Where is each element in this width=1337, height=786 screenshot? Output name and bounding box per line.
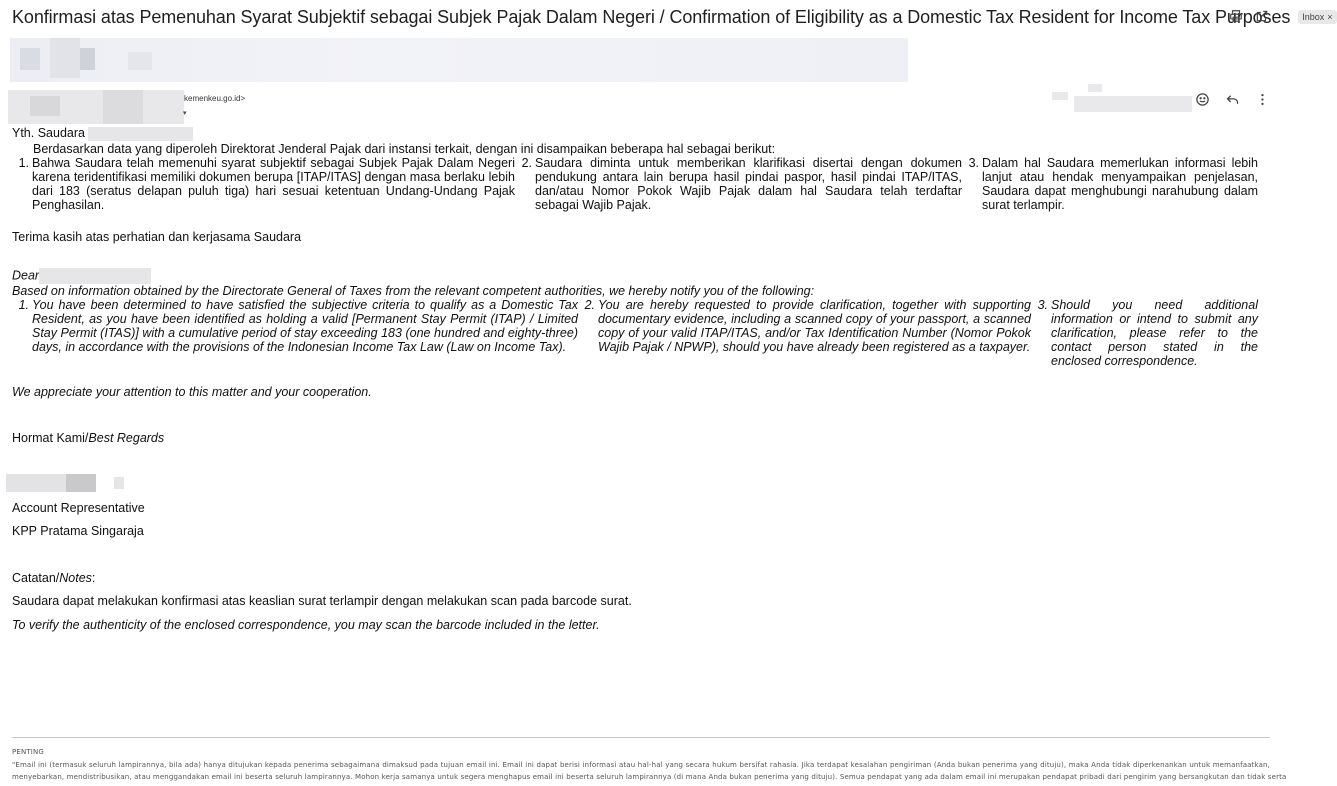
disclaimer-footer [12, 746, 1287, 784]
list-item: 1. You have been determined to have satisfied the subjective criteria to qualify as a Domestic Tax Resident, as you have been identified as holding a valid [Permanent Stay Permit (ITAP) / Limited Stay Permit (ITAS)] with a cumulative period of stay exceeding 183 (one hundred and eighty-three) days, in accordance with the provisions of the Indonesian Income Tax Law (Law on Income Tax). [18, 298, 578, 354]
redacted-banner [10, 38, 908, 82]
thanks-en: We appreciate your attention to this matter and your cooperation. [12, 385, 372, 399]
greeting-id: Yth. Saudara [12, 126, 193, 141]
signer-office: KPP Pratama Singaraja [12, 524, 144, 538]
footer-divider [12, 737, 1270, 738]
disclaimer-line-2: menyebarkan, mendistribusikan, atau menggandakan email ini beserta seluruh lampirannya. Mohon kerja samanya untuk segera menghapus email ini beserta seluruh lampirannya (di mana Anda bukan penerima yang dituju). Semua pendapat yang ada dalam email ini merupakan pendapat pribadi dari pengirim yang bersangkutan dan tidak serta [12, 773, 1287, 781]
thanks-id: Terima kasih atas perhatian dan kerjasama Saudara [12, 230, 302, 244]
list-item: 3. Dalam hal Saudara memerlukan informasi lebih lanjut atau hendak menyampaikan penjelasan, Saudara dapat menghubungi narahubung dalam surat terlampir. [968, 156, 1258, 212]
redacted-recipient-name [88, 127, 193, 141]
subject-bar [12, 4, 1333, 30]
intro-en: Based on information obtained by the Directorate General of Taxes from the relevant competent authorities, we hereby notify you of the following: [12, 284, 815, 298]
notes-label: Catatan/Notes: [12, 571, 96, 585]
redacted-signer-name [6, 474, 124, 492]
closing: Hormat Kami/Best Regards [12, 431, 165, 445]
redacted-sender-name [8, 90, 184, 124]
show-details-caret-icon[interactable]: ▾ [183, 110, 187, 117]
inbox-label: Inbox [1302, 12, 1325, 22]
list-item: 3. Should you need additional information or intend to submit any clarification, please refer to the contact person stated in the enclosed correspondence. [1037, 298, 1258, 368]
note-en: To verify the authenticity of the enclosed correspondence, you may scan the barcode included in the letter. [12, 618, 600, 632]
message-actions [1194, 91, 1270, 107]
redacted-date [1052, 84, 1192, 114]
remove-label-icon[interactable]: × [1327, 12, 1333, 22]
note-id: Saudara dapat melakukan konfirmasi atas keaslian surat terlampir dengan melakukan scan pada barcode surat. [12, 594, 632, 608]
open-in-new-window-icon[interactable] [1254, 8, 1270, 24]
items-en-list [12, 298, 1258, 368]
emoji-react-icon[interactable] [1194, 91, 1210, 107]
inbox-label-chip[interactable] [1298, 10, 1336, 24]
reply-icon[interactable] [1224, 91, 1240, 107]
email-subject: Konfirmasi atas Pemenuhan Syarat Subjektif sebagai Subjek Pajak Dalam Negeri / Confirmation of Eligibility as a Domestic Tax Resident for Income Tax Purposes [12, 6, 1291, 27]
intro-id: Berdasarkan data yang diperoleh Direktorat Jenderal Pajak dari instansi terkait, dengan ini disampaikan beberapa hal sebagai berikut: [33, 142, 776, 156]
disclaimer-line-1: "Email ini (termasuk seluruh lampirannya, bila ada) hanya ditujukan kepada penerima sebagaimana dimaksud pada tujuan email ini. Email ini dapat berisi informasi atau hal-hal yang secara hukum bersifat rahasia. Jika terdapat kesalahan pengiriman (Anda bukan penerima yang dituju), maka Anda tidak diperkenankan untuk memanfaatkan, [12, 760, 1270, 769]
list-item: 2. You are hereby requested to provide clarification, together with supporting documentary evidence, including a scanned copy of your passport, a scanned copy of your valid ITAP/ITAS, and/or Tax Identification Number (Nomor Pokok Wajib Pajak / NPWP), should you have already been registered as a taxpayer. [584, 298, 1031, 354]
disclaimer-heading: PENTING [12, 748, 44, 756]
redacted-recipient-name-en [39, 268, 151, 284]
thread-actions [1228, 8, 1270, 24]
more-options-icon[interactable] [1254, 91, 1270, 107]
print-icon[interactable] [1228, 8, 1244, 24]
items-id-list [12, 156, 1268, 212]
list-item: 2. Saudara diminta untuk memberikan klarifikasi disertai dengan dokumen pendukung antara lain berupa hasil pindai paspor, hasil pindai ITAP/ITAS, dan/atau Nomor Pokok Wajib Pajak dalam hal Saudara telah terdaftar sebagai Wajib Pajak. [521, 156, 962, 212]
sender-email: kemenkeu.go.id> [184, 94, 246, 103]
list-item: 1. Bahwa Saudara telah memenuhi syarat subjektif sebagai Subjek Pajak Dalam Negeri karena teridentifikasi memiliki dokumen berupa [ITAP/ITAS] dengan masa berlaku lebih dari 183 (seratus delapan puluh tiga) hari sesuai ketentuan Undang-Undang Pajak Penghasilan. [18, 156, 515, 212]
signer-title: Account Representative [12, 501, 145, 515]
greeting-en: Dear [12, 268, 151, 284]
